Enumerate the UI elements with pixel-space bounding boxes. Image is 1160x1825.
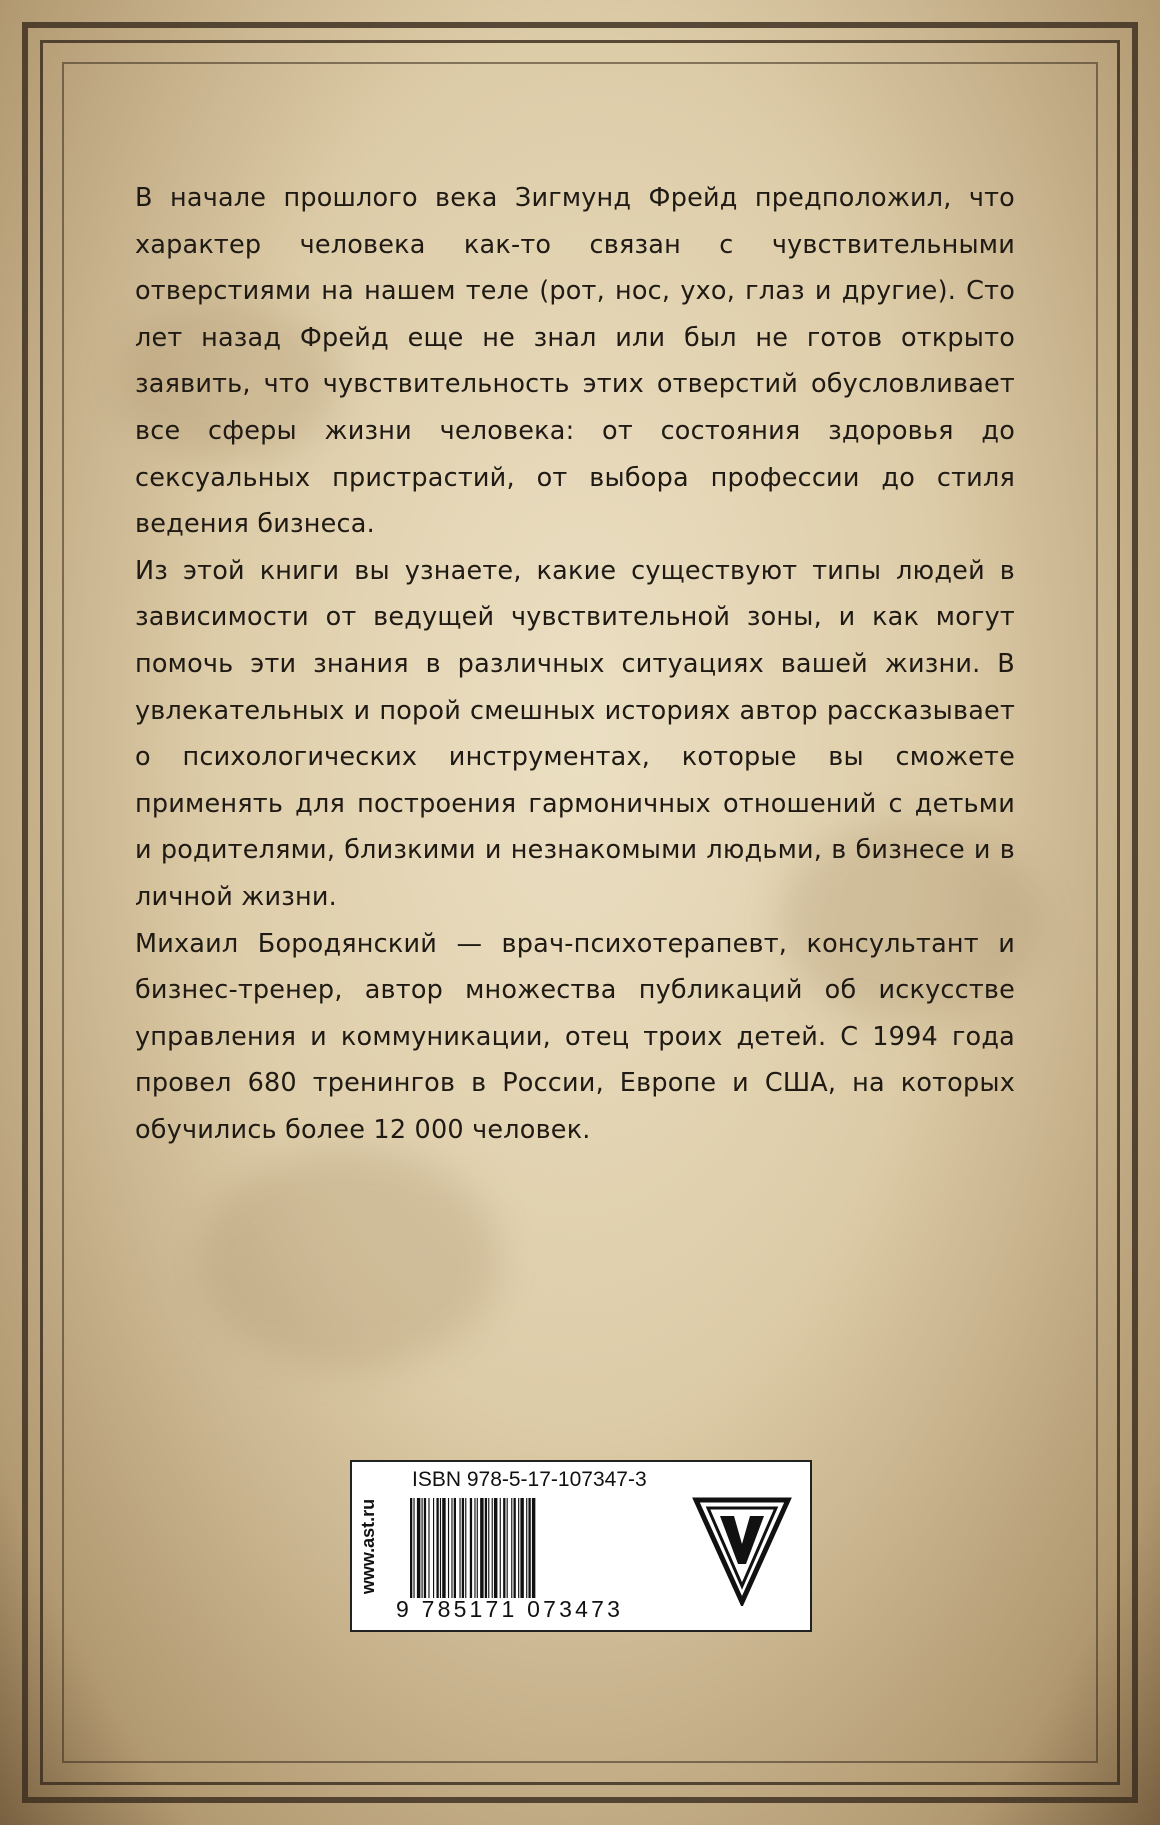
barcode-bar (532, 1498, 535, 1598)
barcode-bar (422, 1498, 423, 1598)
paragraph: Из этой книги вы узнаете, какие существуют типы людей в зависимости от ведущей чувствительной зоны, и как могут помочь эти знания в различных ситуациях вашей жизни. В увлекательных и порой смешных историях автор рассказывает о психологических инструментах, которые вы сможете применять для построения гармоничных отношений с детьми и родителями, близкими и незнакомыми людьми, в бизнесе и в личной жизни. (135, 555, 1015, 912)
barcode-panel (350, 1460, 812, 1632)
barcode-bar (465, 1498, 466, 1598)
barcode-bar (454, 1498, 456, 1598)
isbn-label: ISBN 978-5-17-107347-3 (412, 1468, 647, 1491)
barcode-bar (494, 1498, 497, 1598)
barcode-bar (480, 1498, 483, 1598)
barcode-bar (462, 1498, 464, 1598)
barcode-bar (424, 1498, 426, 1598)
barcode-bar (428, 1498, 429, 1598)
barcode-bar (477, 1498, 478, 1598)
barcode-bar (518, 1498, 519, 1598)
barcode-bar (500, 1498, 501, 1598)
barcode-bar (492, 1498, 493, 1598)
barcode-bar (507, 1498, 508, 1598)
barcode-bar (440, 1498, 441, 1598)
ean-digits: 9 785171 073473 (396, 1596, 624, 1622)
barcode-bar (514, 1498, 516, 1598)
website-label-wrap (356, 1466, 382, 1626)
barcode-bars (410, 1498, 628, 1598)
barcode-bar (410, 1498, 412, 1598)
annotation-text (135, 175, 1015, 1153)
barcode-bar (459, 1498, 460, 1598)
barcode-bar (413, 1498, 414, 1598)
barcode-bar (526, 1498, 527, 1598)
barcode-bar (528, 1498, 530, 1598)
paragraph: В начале прошлого века Зигмунд Фрейд предположил, что характер человека как-то связан с чувствительными отверстиями на нашем теле (рот, нос, ухо, глаз и другие). Сто лет назад Фрейд еще не знал или был не готов открыто заявить, что чувствительность этих отверстий обусловливает все сферы жизни человека: от состояния здоровья до сексуальных пристрастий, от выбора профессии до стиля ведения бизнеса. (135, 183, 1015, 540)
barcode-bar (485, 1498, 487, 1598)
barcode-bar (474, 1498, 475, 1598)
barcode-bar (448, 1498, 449, 1598)
barcode-bar (442, 1498, 445, 1598)
barcode-bar (470, 1498, 472, 1598)
barcode-bar (433, 1498, 434, 1598)
website-label: www.ast.ru (358, 1498, 379, 1594)
barcode-bar (417, 1498, 420, 1598)
barcode-bar (436, 1498, 438, 1598)
barcode-bar (511, 1498, 512, 1598)
paragraph: Михаил Бородянский — врач-психотерапевт, консультант и бизнес-тренер, автор множества публикаций об искусстве управления и коммуникации, отец троих детей. С 1994 года провел 680 тренингов в России, Европе и США, на которых обучились более 12 000 человек. (135, 928, 1015, 1145)
barcode-bar (451, 1498, 452, 1598)
barcode-bar (488, 1498, 489, 1598)
barcode-bar (503, 1498, 505, 1598)
v-triangle-icon (692, 1496, 792, 1606)
barcode-bar (520, 1498, 523, 1598)
